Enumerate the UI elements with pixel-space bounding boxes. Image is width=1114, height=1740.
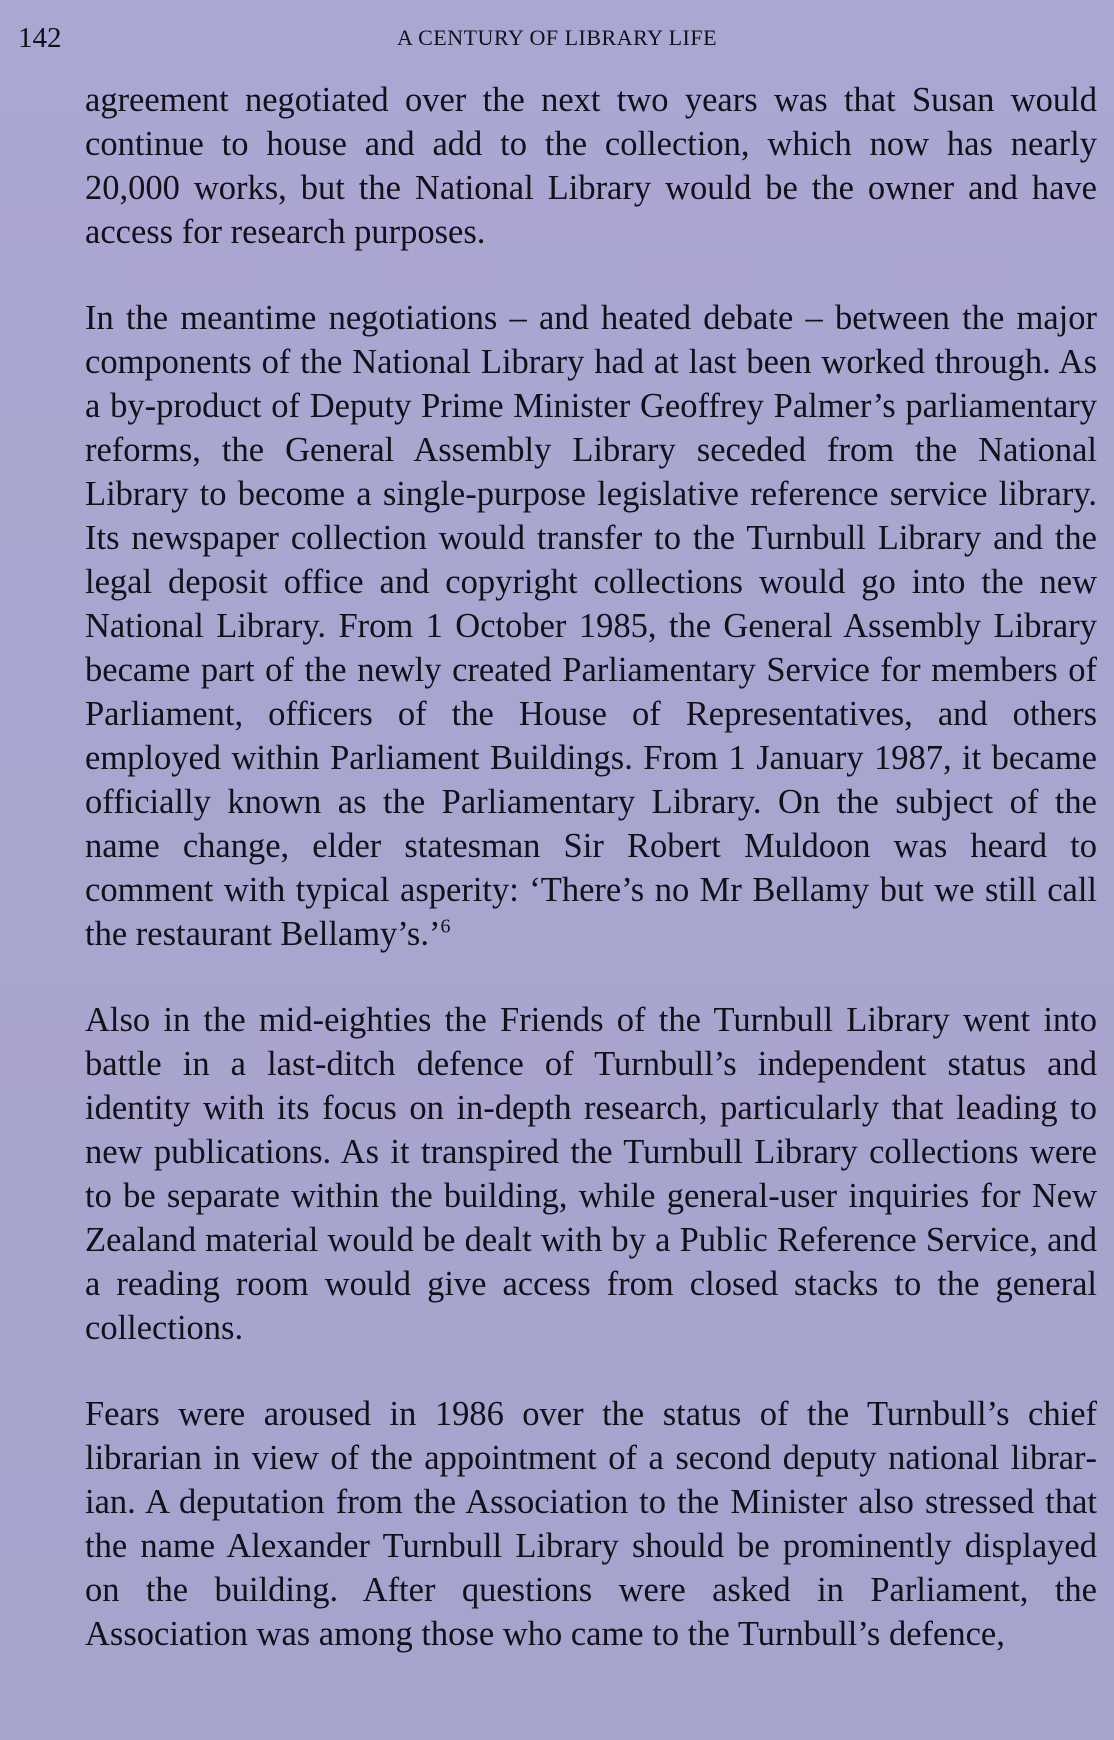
footnote-marker: 6 xyxy=(440,915,451,938)
paragraph-4: Fears were aroused in 1986 over the status of the Turnbull’s chief librarian in view of the appointment of a second deputy national librarian. A deputation from the Association to the Minister also stressed that the name Alexander Turnbull Library should be prominently displayed on the building. After questions were asked in Parliament, the Association was among those who came to the Turnbull’s defence, xyxy=(85,1395,1097,1653)
paragraph-2-text: In the meantime negotiations – and heated debate – between the major components of the National Library had at last been worked through. As a by-product of Deputy Prime Minister Geoffrey Palmer’s parliamentary reforms, the General Assembly Library seceded from the National Library to become a single-purpose legislative reference service library. Its newspaper collection would transfer to the Turnbull Library and the legal deposit office and copyright collections would go into the new National Library. From 1 October 1985, the General Assembly Library became part of the newly created Parliamentary Service for members of Parliament, officers of the House of Representatives, and others employed within Parliament Buildings. From 1 January 1987, it became officially known as the Parliamentary Library. On the subject of the name change, elder statesman Sir Robert Muldoon was heard to comment with typical asperity: ‘There’s no Mr Bellamy but we still call the restaurant Bellamy’s.’ xyxy=(85,299,1097,953)
paragraph-1: agreement negotiated over the next two years was that Susan would continue to house and add to the collection, which now has nearly 20,000 works, but the National Library would be the owner and have access for research purposes. xyxy=(85,81,1097,251)
page-number: 142 xyxy=(18,22,62,54)
running-title: A CENTURY OF LIBRARY LIFE xyxy=(396,25,718,50)
page-header xyxy=(0,18,1114,58)
paragraph-3: Also in the mid-eighties the Friends of the Turnbull Library went into battle in a last-ditch defence of Turnbull’s independent status and identity with its focus on in-depth research, particularly that leading to new publications. As it transpired the Turnbull Library collections were to be separate within the building, while general-user inquiries for New Zealand material would be dealt with by a Public Reference Service, and a reading room would give access from closed stacks to the general collections. xyxy=(85,1001,1097,1347)
body-text xyxy=(85,78,1097,1656)
paragraph-2 xyxy=(85,296,1097,956)
